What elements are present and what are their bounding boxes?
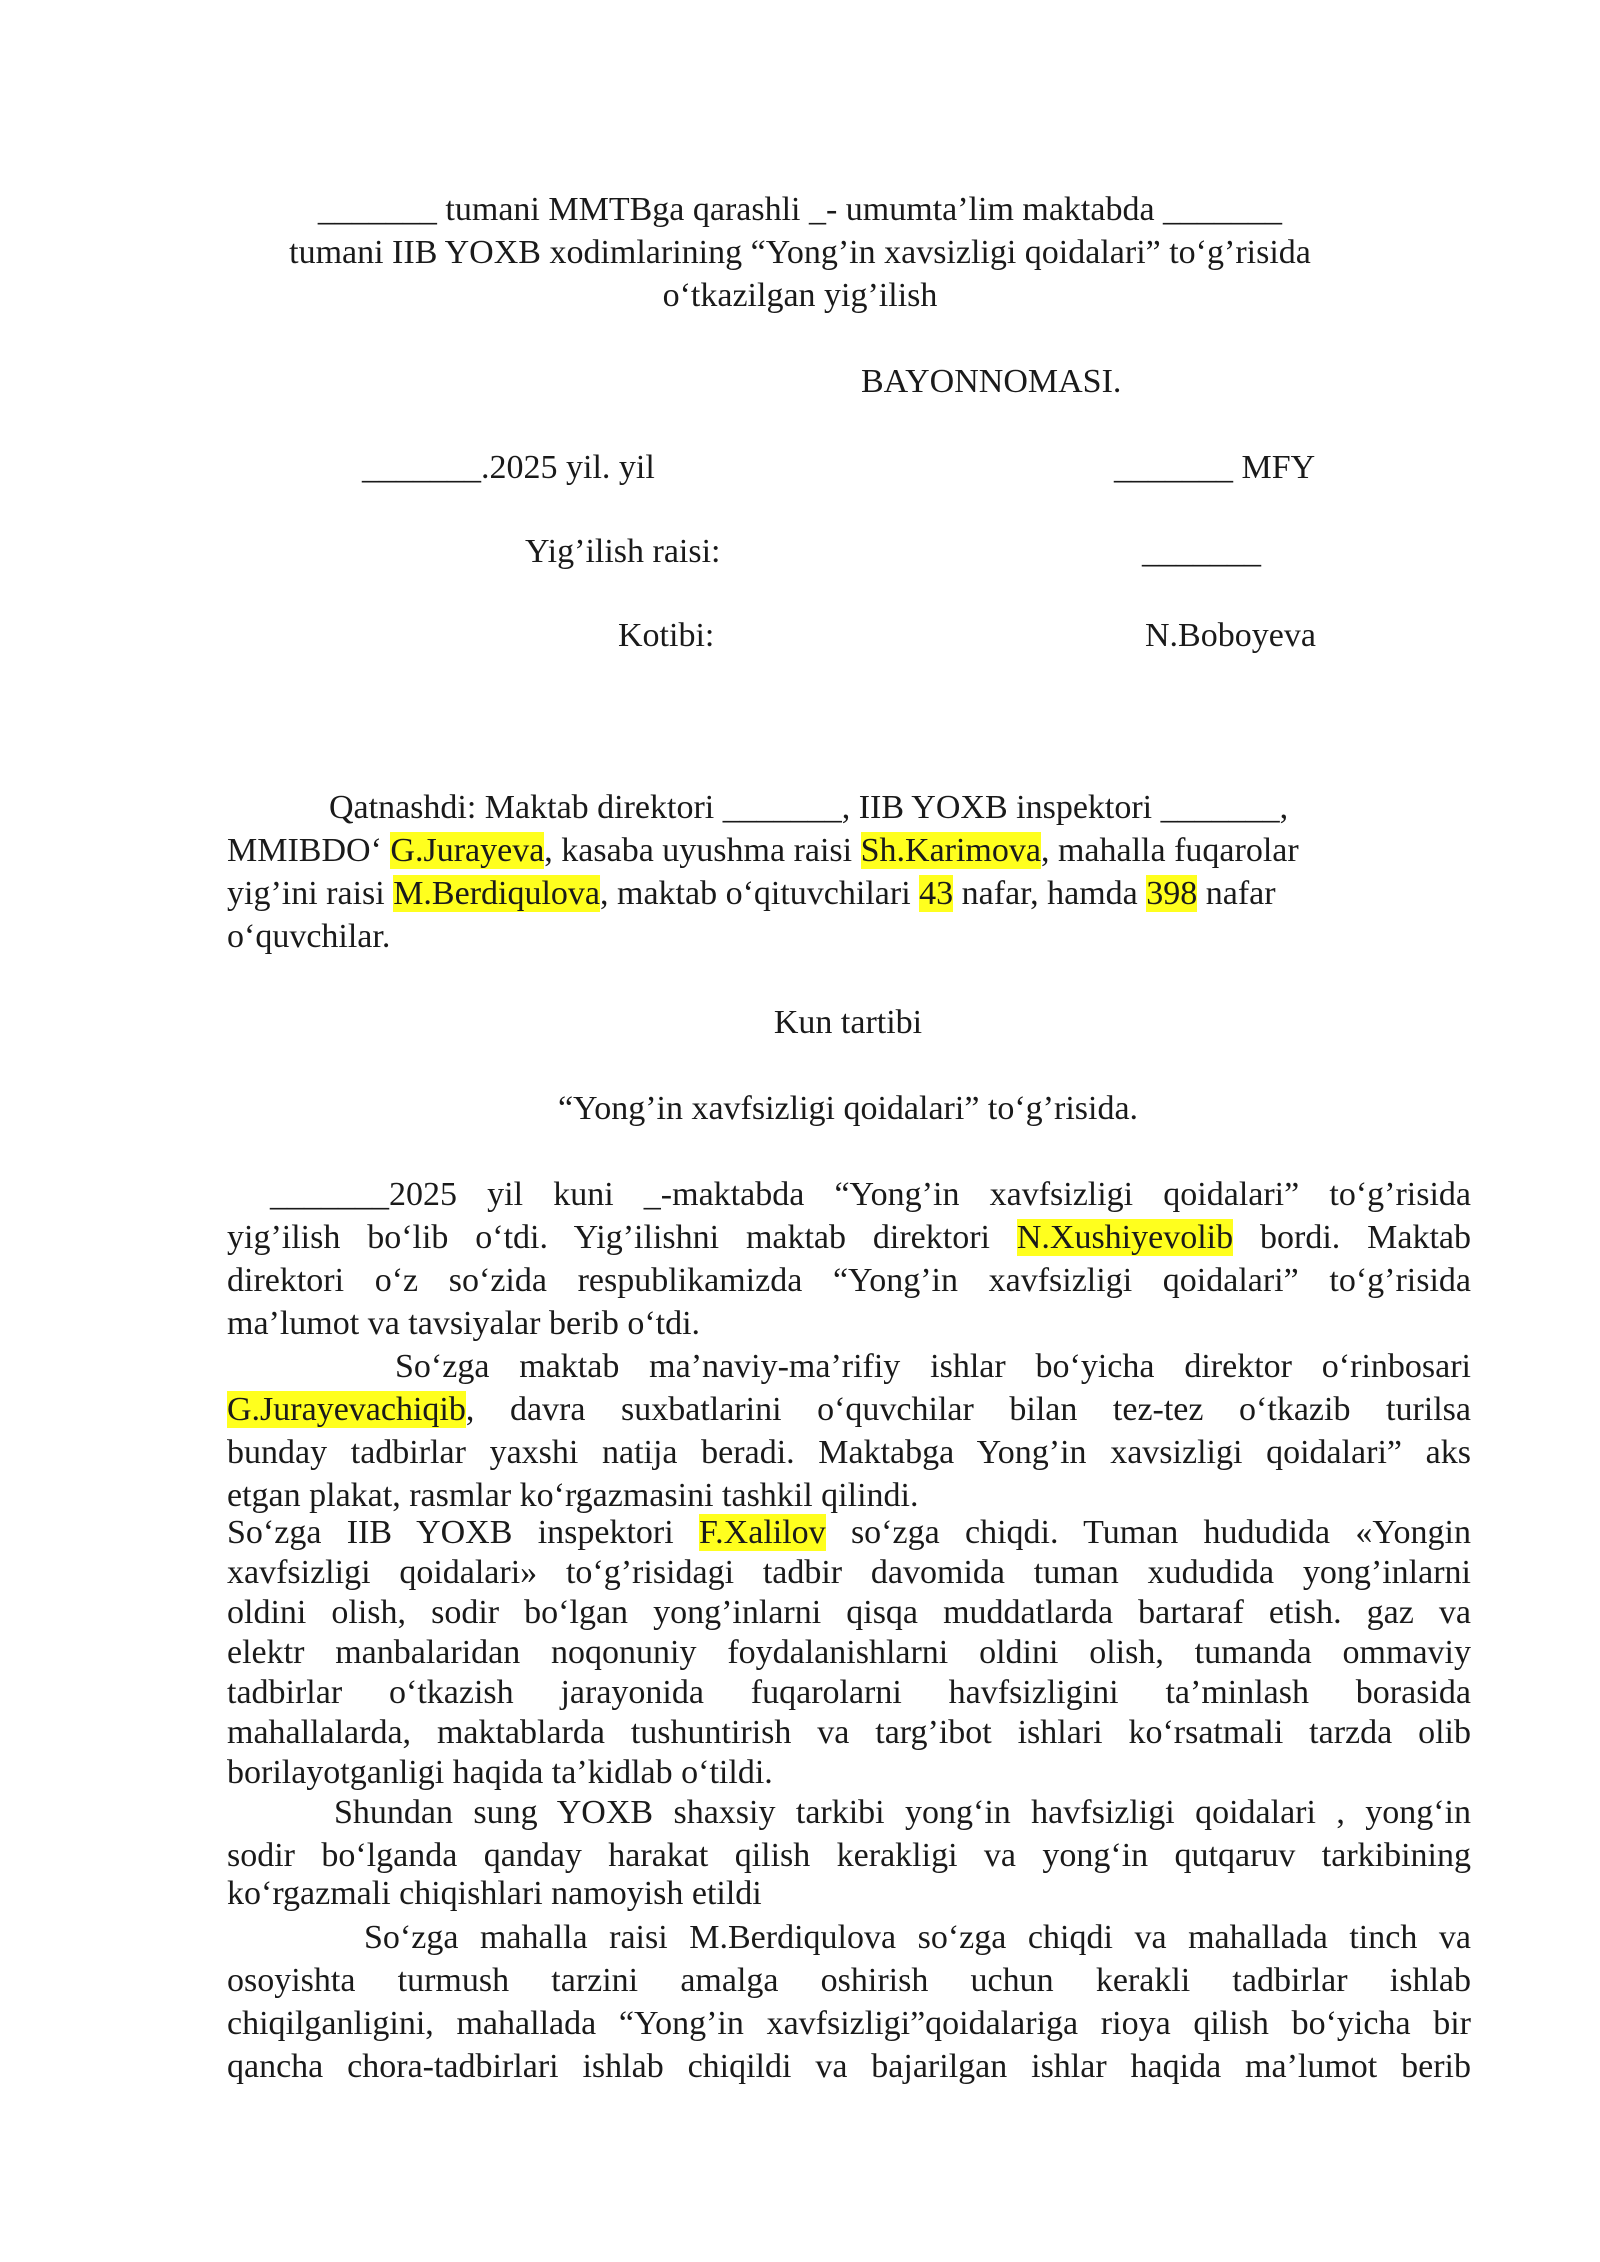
para3-line-6: mahallalarda, maktablarda tushuntirish va targ’ibot ishlari ko‘rsatmali tarzda olib [227, 1714, 1471, 1751]
attendance-text: MMIBDO‘ [227, 832, 391, 869]
agenda-item: “Yong’in xavfsizligi qoidalari” to‘g’risida. [557, 1090, 1139, 1127]
para4-line-3: ko‘rgazmali chiqishlari namoyish etildi [227, 1875, 762, 1912]
chair-value: _______ [1142, 533, 1261, 570]
para1-line-3: direktori o‘z so‘zida respublikamizda “Yong’in xavfsizligi qoidalari” to‘g’risida [227, 1262, 1471, 1299]
highlight-name: F.Xalilov [698, 1514, 826, 1551]
para1-line-4: ma’lumot va tavsiyalar berib o‘tdi. [227, 1305, 701, 1342]
attendance-line-4: o‘quvchilar. [227, 918, 391, 955]
para3-line-3: oldini olish, sodir bo‘lgan yong’inlarni qisqa muddatlarda bartaraf etish. gaz va [227, 1594, 1471, 1631]
header-line-2: tumani IIB YOXB xodimlarining “Yong’in xavsizligi qoidalari” to‘g’risida [289, 234, 1311, 271]
para1-line-2 [227, 1216, 1471, 1259]
highlight-count: 43 [919, 875, 954, 912]
para3-line-1 [227, 1511, 1471, 1554]
highlight-name: Sh.Karimova [860, 832, 1041, 869]
para4-line-1: Shundan sung YOXB shaxsiy tarkibi yong‘in havfsizligi qoidalari , yong‘in [334, 1794, 1471, 1831]
agenda-heading: Kun tartibi [773, 1004, 923, 1041]
header-line-3: o‘tkazilgan yig’ilish [662, 277, 938, 314]
meeting-date: _______.2025 yil. yil [362, 449, 655, 486]
secretary-value: N.Boboyeva [1145, 617, 1316, 654]
body-text: So‘zga IIB YOXB inspektori [227, 1514, 699, 1551]
highlight-name: G.Jurayevachiqib [227, 1391, 466, 1428]
header-line-1: _______ tumani MMTBga qarashli _- umumta’lim maktabda _______ [317, 191, 1283, 228]
highlight-count: 398 [1146, 875, 1198, 912]
attendance-text: , maktab o‘qituvchilari [600, 875, 920, 912]
chair-label: Yig’ilish raisi: [525, 533, 721, 570]
attendance-text: , kasaba uyushma raisi [544, 832, 861, 869]
attendance-text: nafar [1197, 875, 1276, 912]
attendance-line-2 [227, 829, 1299, 872]
para4-line-2: sodir bo‘lganda qanday harakat qilish kerakligi va yong‘in qutqaruv tarkibining [227, 1837, 1471, 1874]
para2-line-2 [227, 1388, 1471, 1431]
attendance-text: yig’ini raisi [227, 875, 394, 912]
attendance-text: , mahalla fuqarolar [1040, 832, 1299, 869]
body-text: yig’ilish bo‘lib o‘tdi. Yig’ilishni maktab direktori [227, 1219, 1017, 1256]
attendance-line-3 [227, 872, 1276, 915]
secretary-label: Kotibi: [618, 617, 715, 654]
para3-line-7: borilayotganligi haqida ta’kidlab o‘tildi. [227, 1754, 773, 1791]
attendance-text: nafar, hamda [953, 875, 1147, 912]
para5-line-2: osoyishta turmush tarzini amalga oshirish uchun kerakli tadbirlar ishlab [227, 1962, 1471, 1999]
para1-line-1: _______2025 yil kuni _-maktabda “Yong’in xavfsizligi qoidalari” to‘g’risida [270, 1176, 1471, 1213]
highlight-name: M.Berdiqulova [393, 875, 601, 912]
mfy-name: _______ MFY [1114, 449, 1316, 486]
para5-line-4: qancha chora-tadbirlari ishlab chiqildi va bajarilgan ishlar haqida ma’lumot berib [227, 2048, 1471, 2085]
para5-line-1: So‘zga mahalla raisi M.Berdiqulova so‘zga chiqdi va mahallada tinch va [364, 1919, 1471, 1956]
para3-line-5: tadbirlar o‘tkazish jarayonida fuqarolarni havfsizligini ta’minlash borasida [227, 1674, 1471, 1711]
para3-line-2: xavfsizligi qoidalari» to‘g’risidagi tadbir davomida tuman xududida yong’inlarni [227, 1554, 1471, 1591]
highlight-name: G.Jurayeva [390, 832, 545, 869]
document-title: BAYONNOMASI. [861, 363, 1122, 400]
para2-line-4: etgan plakat, rasmlar ko‘rgazmasini tashkil qilindi. [227, 1477, 919, 1514]
para2-line-1: So‘zga maktab ma’naviy-ma’rifiy ishlar bo‘yicha direktor o‘rinbosari [395, 1348, 1471, 1385]
attendance-line-1: Qatnashdi: Maktab direktori _______, IIB YOXB inspektori _______, [329, 789, 1289, 826]
para5-line-3: chiqilganligini, mahallada “Yong’in xavfsizligi”qoidalariga rioya qilish bo‘yicha bir [227, 2005, 1471, 2042]
body-text: so‘zga chiqdi. Tuman hududida «Yongin [825, 1514, 1471, 1551]
body-text: , davra suxbatlarini o‘quvchilar bilan tez-tez o‘tkazib turilsa [465, 1391, 1471, 1428]
highlight-name: N.Xushiyevolib [1016, 1219, 1234, 1256]
body-text: bordi. Maktab [1233, 1219, 1471, 1256]
para2-line-3: bunday tadbirlar yaxshi natija beradi. Maktabga Yong’in xavsizligi qoidalari” aks [227, 1434, 1471, 1471]
para3-line-4: elektr manbalaridan noqonuniy foydalanishlarni oldini olish, tumanda ommaviy [227, 1634, 1471, 1671]
